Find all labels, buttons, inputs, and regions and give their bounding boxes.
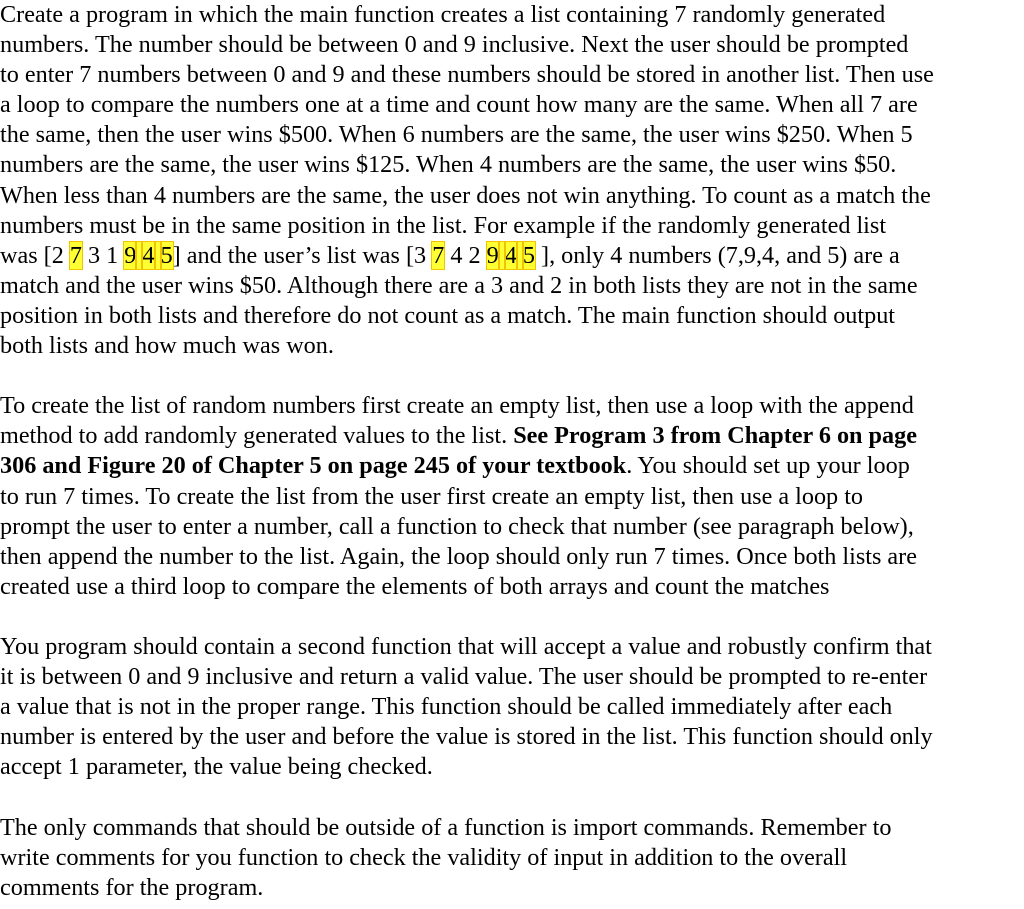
text-fragment: 3 1 [81, 241, 125, 269]
text-line [0, 451, 1022, 481]
highlighted-digit: 5 [522, 241, 535, 269]
text-line [0, 421, 1022, 451]
paragraph-list-creation [0, 391, 1022, 602]
text-fragment: method to add randomly generated values to the list. [0, 422, 514, 450]
text-line: the same, then the user wins $500. When 6 numbers are the same, the user wins $250. When 5 [0, 121, 913, 149]
text-line: write comments for you function to check the validity of input in addition to the overall [0, 843, 848, 871]
text-line: created use a third loop to compare the elements of both arrays and count the matches [0, 572, 830, 600]
highlighted-digit: 5 [160, 241, 173, 269]
text-fragment: ], only 4 numbers (7,9,4, and 5) are a [534, 241, 900, 269]
highlight-gap [517, 242, 523, 269]
text-line: When less than 4 numbers are the same, the user does not win anything. To count as a match the [0, 181, 931, 209]
text-line: prompt the user to enter a number, call a function to check that number (see paragraph below), [0, 512, 914, 540]
highlighted-digit: 4 [504, 241, 517, 269]
text-line: a value that is not in the proper range. This function should be called immediately after each [0, 693, 893, 721]
text-line: numbers. The number should be between 0 and 9 inclusive. Next the user should be prompted [0, 31, 909, 59]
paragraph-spacer [0, 782, 1022, 812]
paragraph-validation-function [0, 632, 1022, 782]
highlighted-digit: 7 [69, 241, 82, 269]
text-line: comments for the program. [0, 873, 264, 901]
textbook-reference: See Program 3 from Chapter 6 on page [513, 422, 917, 450]
text-line: number is entered by the user and before the value is stored in the list. This function should only [0, 723, 933, 751]
highlighted-digit: 4 [142, 241, 155, 269]
text-line: to enter 7 numbers between 0 and 9 and these numbers should be stored in another list. Then use [0, 61, 934, 89]
text-line: a loop to compare the numbers one at a time and count how many are the same. When all 7 are [0, 91, 918, 119]
text-line: it is between 0 and 9 inclusive and return a valid value. The user should be prompted to re-enter [0, 663, 928, 691]
paragraph-final-notes [0, 813, 1022, 903]
paragraph-spacer [0, 602, 1022, 632]
text-fragment: ] and the user’s list was [3 [172, 241, 433, 269]
text-fragment: . You should set up your loop [626, 452, 910, 480]
textbook-reference: 306 and Figure 20 of Chapter 5 on page 245 of your textbook [0, 452, 627, 480]
text-line: Create a program in which the main function creates a list containing 7 randomly generated [0, 1, 886, 28]
text-line: then append the number to the list. Again, the loop should only run 7 times. Once both lists are [0, 542, 917, 570]
text-line: match and the user wins $50. Although there are a 3 and 2 in both lists they are not in the same [0, 271, 918, 299]
text-line: The only commands that should be outside of a function is import commands. Remember to [0, 813, 892, 841]
text-line: You program should contain a second function that will accept a value and robustly confirm that [0, 632, 932, 660]
highlighted-digit: 9 [124, 241, 137, 269]
text-line: numbers are the same, the user wins $125. When 4 numbers are the same, the user wins $50. [0, 151, 897, 179]
text-line: numbers must be in the same position in the list. For example if the randomly generated list [0, 211, 887, 239]
highlighted-digit: 9 [486, 241, 499, 269]
text-line: position in both lists and therefore do not count as a match. The main function should output [0, 301, 896, 329]
paragraph-program-requirements [0, 0, 1022, 361]
highlight-gap [155, 242, 161, 269]
highlight-gap [499, 242, 505, 269]
text-line: to run 7 times. To create the list from the user first create an empty list, then use a loop to [0, 482, 864, 510]
text-fragment: 4 2 [444, 241, 487, 269]
text-line: both lists and how much was won. [0, 332, 334, 360]
highlighted-digit: 7 [432, 241, 445, 269]
text-fragment: was [2 [0, 241, 70, 269]
paragraph-spacer [0, 361, 1022, 391]
text-line: To create the list of random numbers first create an empty list, then use a loop with the append [0, 392, 914, 420]
example-lists-line [0, 241, 1022, 271]
text-line: accept 1 parameter, the value being checked. [0, 753, 433, 781]
